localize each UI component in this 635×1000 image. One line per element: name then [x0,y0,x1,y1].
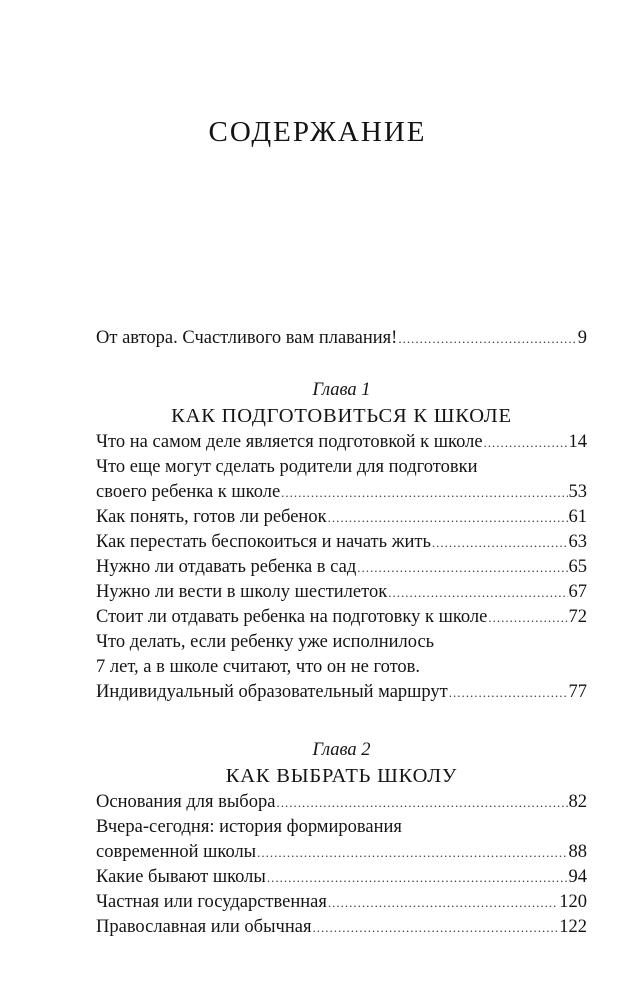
toc-entry-page: 65 [568,557,587,577]
toc-entry-title: Православная или обычная [96,917,312,937]
toc-entry-title: Нужно ли отдавать ребенка в сад [96,557,357,577]
dot-leader [267,865,568,890]
dot-leader [328,505,568,530]
toc-entry-line[interactable] [96,630,587,655]
toc-entry-title: современной школы [96,842,257,862]
toc-entry-page: 120 [559,892,587,912]
toc-entry-line[interactable] [96,505,587,530]
toc-entry-line[interactable] [96,890,587,915]
toc-entry-page: 67 [568,582,587,602]
toc-entry-line[interactable] [96,605,587,630]
toc-entry-line[interactable] [96,840,587,865]
toc-entry-line[interactable] [96,530,587,555]
page-title: СОДЕРЖАНИЕ [208,116,427,148]
toc-entry-line[interactable] [96,430,587,455]
dot-leader [257,840,567,865]
toc-entry-line[interactable] [96,865,587,890]
dot-leader [281,480,567,505]
toc-entry-line[interactable] [96,455,587,480]
dot-leader [449,680,568,705]
toc-entry-title: Как понять, готов ли ребенок [96,507,327,527]
toc-entry-title: Стоит ли отдавать ребенка на подготовку к школе [96,607,488,627]
dot-leader [398,326,576,351]
toc-entry-title: Основания для выбора [96,792,276,812]
toc-entry-title: 7 лет, а в школе считают, что он не готов. [96,657,421,677]
chapters-list [96,378,587,940]
toc-entry-page: 122 [559,917,587,937]
toc-entry-line[interactable] [96,680,587,705]
toc-entry-page: 94 [568,867,587,887]
dot-leader [488,605,567,630]
toc-entry-line[interactable] [96,915,587,940]
toc-entry-intro[interactable] [96,326,587,351]
toc-entry-title: Что еще могут сделать родители для подготовки [96,457,478,477]
toc-entry-page: 61 [568,507,587,527]
dot-leader [328,890,558,915]
toc-entry-title: Индивидуальный образовательный маршрут [96,682,448,702]
toc-entry-page: 77 [568,682,587,702]
toc-entry-title: Что делать, если ребенку уже исполнилось [96,632,435,652]
toc-entry-title: Как перестать беспокоиться и начать жить [96,532,431,552]
chapter-block [96,738,587,940]
toc-entry-title: Частная или государственная [96,892,327,912]
chapter-label: Глава 1 [312,380,371,400]
toc-entry-line[interactable] [96,480,587,505]
toc-entry-line[interactable] [96,580,587,605]
dot-leader [276,790,567,815]
table-of-contents [96,326,587,973]
toc-entry-page: 9 [577,328,587,348]
dot-leader [388,580,567,605]
toc-entry-title: Какие бывают школы [96,867,266,887]
toc-entry-title: своего ребенка к школе [96,482,281,502]
toc-entry-page: 72 [568,607,587,627]
dot-leader [357,555,567,580]
toc-entry-page: 63 [568,532,587,552]
toc-entry-line[interactable] [96,555,587,580]
toc-entry-line[interactable] [96,815,587,840]
toc-entry-title: Нужно ли вести в школу шестилеток [96,582,388,602]
chapter-block [96,378,587,705]
toc-entry-page: 53 [568,482,587,502]
chapter-label: Глава 2 [312,740,371,760]
toc-entry-page: 14 [568,432,587,452]
dot-leader [432,530,568,555]
chapter-title: КАК ПОДГОТОВИТЬСЯ К ШКОЛЕ [171,405,512,427]
toc-entry-page: 82 [568,792,587,812]
toc-entry-line[interactable] [96,790,587,815]
dot-leader [484,430,568,455]
toc-entry-page: 88 [568,842,587,862]
toc-entry-title: От автора. Счастливого вам плавания! [96,328,398,348]
toc-entry-line[interactable] [96,655,587,680]
toc-entry-title: Вчера-сегодня: история формирования [96,817,402,837]
dot-leader [312,915,558,940]
chapter-title: КАК ВЫБРАТЬ ШКОЛУ [225,765,458,787]
toc-entry-title: Что на самом деле является подготовкой к школе [96,432,483,452]
